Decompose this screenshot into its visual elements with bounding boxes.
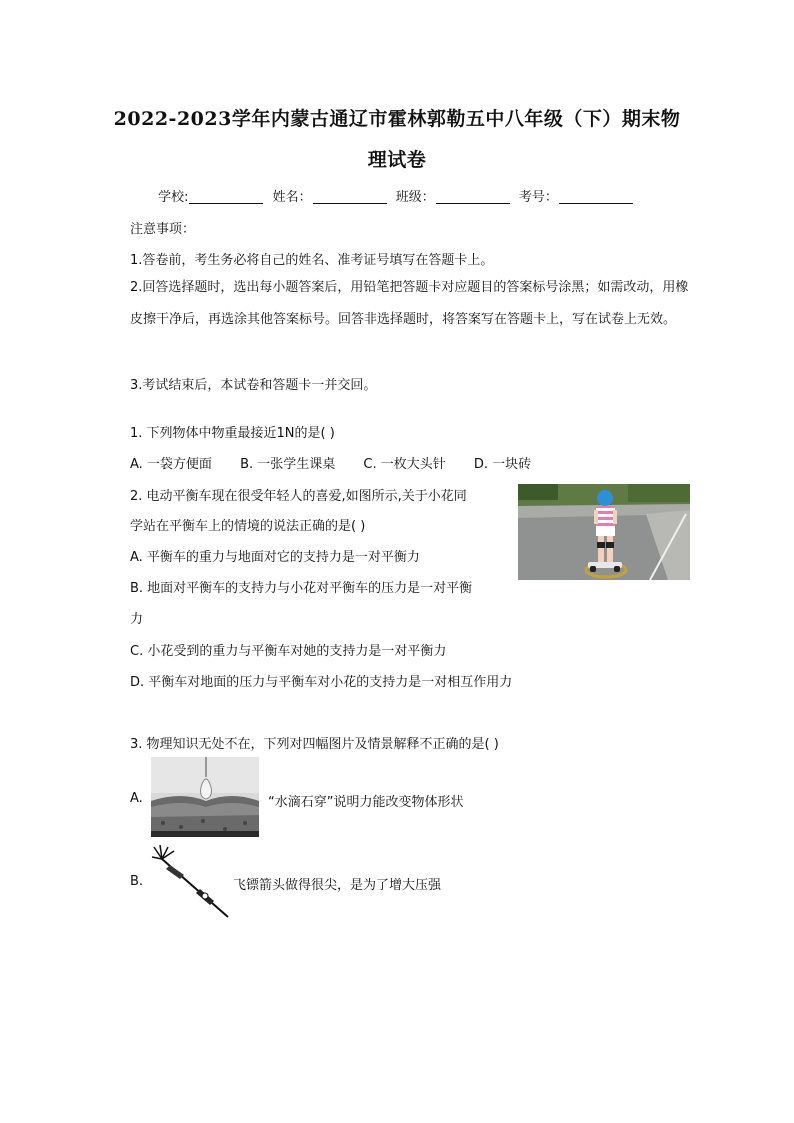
water-drop-stone-image [151, 757, 259, 837]
q2-option-a: A. 平衡车的重力与地面对它的支持力是一对平衡力 [130, 550, 420, 565]
name-label: 姓名： [272, 190, 312, 205]
q1-stem: 1. 下列物体中物重最接近1N的是( ) [130, 426, 335, 441]
school-blank[interactable] [189, 189, 263, 204]
q1-option-d: D. 一块砖 [473, 457, 532, 472]
q3-option-b-text: 飞镖箭头做得很尖，是为了增大压强 [233, 878, 442, 893]
notice-item-3: 3.考试结束后，本试卷和答题卡一并交回。 [130, 378, 377, 393]
notice-item-2: 2.回答选择题时，选出每小题答案后，用铅笔把答题卡对应题目的答案标号涂黑；如需改动，用橡皮擦干净后，再选涂其他答案标号。回答非选择题时，将答案写在答题卡上，写在试卷上无效。 [130, 280, 689, 327]
q1-options [130, 453, 555, 472]
q2-stem-line2: 学站在平衡车上的情境的说法正确的是( ) [130, 519, 366, 534]
notice-item-1: 1.答卷前，考生务必将自己的姓名、准考证号填写在答题卡上。 [130, 253, 494, 268]
exam-number-blank[interactable] [559, 189, 633, 204]
q2-stem-line1: 2. 电动平衡车现在很受年轻人的喜爱,如图所示,关于小花同 [130, 489, 467, 504]
q1-option-c: C. 一枚大头针 [363, 457, 446, 472]
student-info-row [0, 186, 794, 205]
q2-option-b-line1: B. 地面对平衡车的支持力与小花对平衡车的压力是一对平衡 [130, 581, 473, 596]
q2-option-b-line2: 力 [130, 612, 144, 627]
q3-option-b-label: B. [130, 874, 144, 889]
q2-option-c: C. 小花受到的重力与平衡车对她的支持力是一对平衡力 [130, 644, 447, 659]
class-label: 班级： [395, 190, 435, 205]
q2-option-d: D. 平衡车对地面的压力与平衡车对小花的支持力是一对相互作用力 [130, 675, 513, 690]
name-blank[interactable] [313, 189, 387, 204]
q1-option-b: B. 一张学生课桌 [240, 457, 336, 472]
exam-title-line1: 2022-2023学年内蒙古通辽市霍林郭勒五中八年级（下）期末物 [113, 108, 681, 130]
q1-option-a: A. 一袋方便面 [130, 457, 212, 472]
notice-heading: 注意事项： [130, 222, 196, 237]
dart-image [150, 845, 232, 921]
exam-title-line2: 理试卷 [367, 149, 427, 171]
q3-option-a-label: A. [130, 791, 143, 806]
q3-stem: 3. 物理知识无处不在，下列对四幅图片及情景解释不正确的是( ) [130, 737, 499, 752]
balance-scooter-photo [518, 484, 690, 580]
school-label: 学校: [158, 190, 189, 205]
q3-option-a-text: “水滴石穿”说明力能改变物体形状 [268, 795, 464, 810]
class-blank[interactable] [436, 189, 510, 204]
exam-number-label: 考号： [518, 190, 558, 205]
